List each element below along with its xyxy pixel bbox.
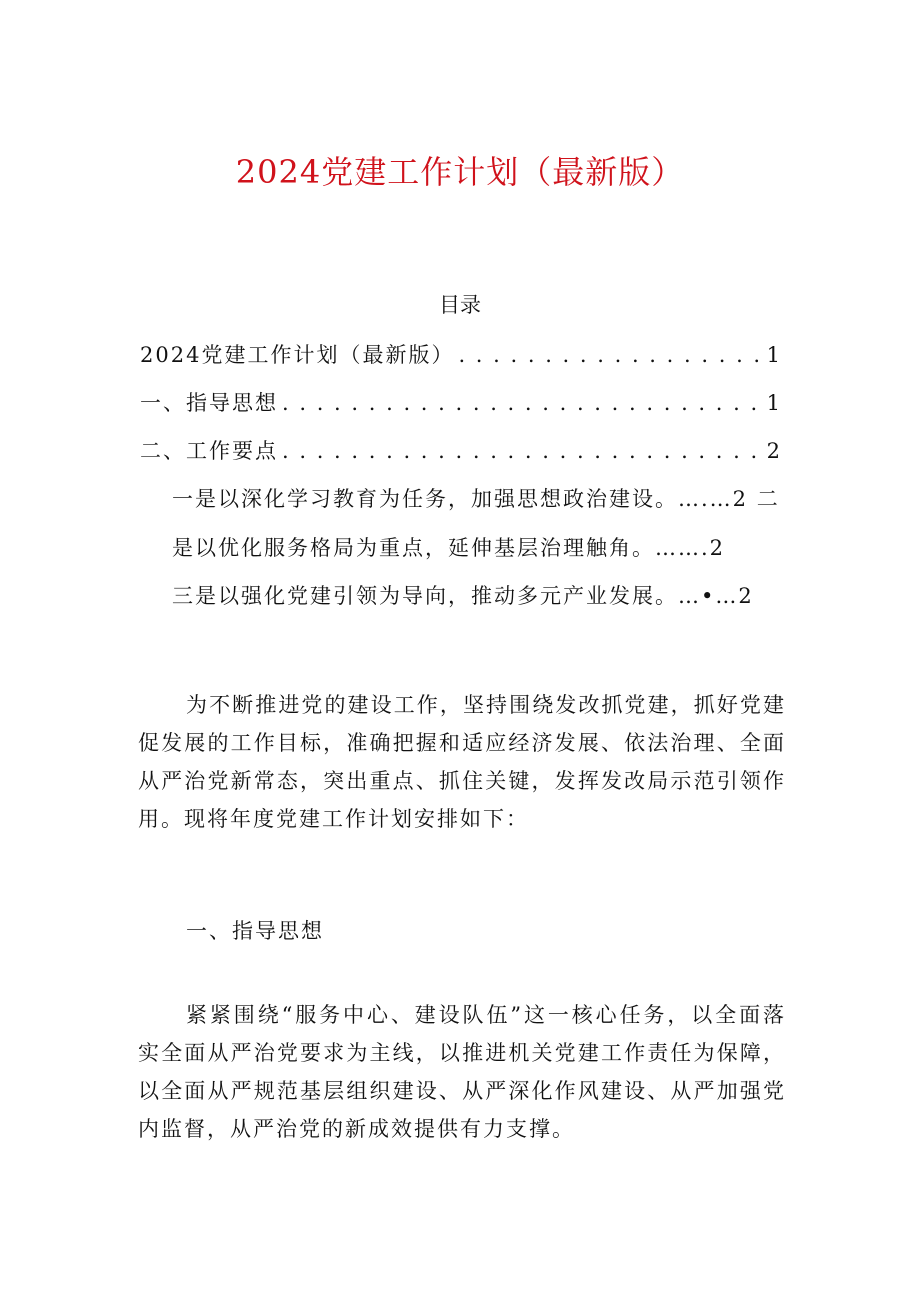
toc-entry-label: 2024党建工作计划（最新版） bbox=[140, 343, 455, 367]
toc-entry-label: 一、指导思想 bbox=[140, 391, 278, 415]
toc-entry-page: 1 bbox=[766, 391, 780, 415]
section-paragraph: 紧紧围绕“服务中心、建设队伍”这一核心任务，以全面落实全面从严治党要求为主线，以推进机关党建工作责任为保障，以全面从严规范基层组织建设、从严深化作风建设、从严加强党内监督，从严治党的新成效提供有力支撑。 bbox=[138, 1003, 786, 1141]
document-title: 2024党建工作计划（最新版） bbox=[235, 153, 685, 191]
intro-paragraph: 为不断推进党的建设工作，坚持围绕发改抓党建，抓好党建促发展的工作目标，准确把握和适应经济发展、依法治理、全面从严治党新常态，突出重点、抓住关键，发挥发改局示范引领作用。现将年度党建工作计划安排如下： bbox=[138, 693, 786, 831]
toc-entry[interactable] bbox=[140, 340, 780, 370]
toc-entry-label: 二、工作要点 bbox=[140, 439, 278, 463]
toc-entry-page: 2 bbox=[766, 439, 780, 463]
toc-entry[interactable] bbox=[140, 436, 780, 466]
toc-sub-entry[interactable]: 三是以强化党建引领为导向，推动多元产业发展。…•…2 bbox=[172, 584, 754, 608]
toc-leader-dots bbox=[282, 388, 763, 418]
toc-entry[interactable] bbox=[140, 388, 780, 418]
toc-entry-page: 1 bbox=[766, 343, 780, 367]
toc-heading: 目录 bbox=[439, 293, 481, 317]
section-heading: 一、指导思想 bbox=[186, 919, 324, 943]
toc-leader-dots bbox=[282, 436, 763, 466]
toc-leader-dots bbox=[458, 340, 762, 370]
toc-sub-entry[interactable]: 是以优化服务格局为重点，延伸基层治理触角。…….2 bbox=[172, 536, 726, 560]
toc-sub-entry[interactable]: 一是以深化学习教育为任务，加强思想政治建设。….…2 二 bbox=[172, 487, 780, 511]
